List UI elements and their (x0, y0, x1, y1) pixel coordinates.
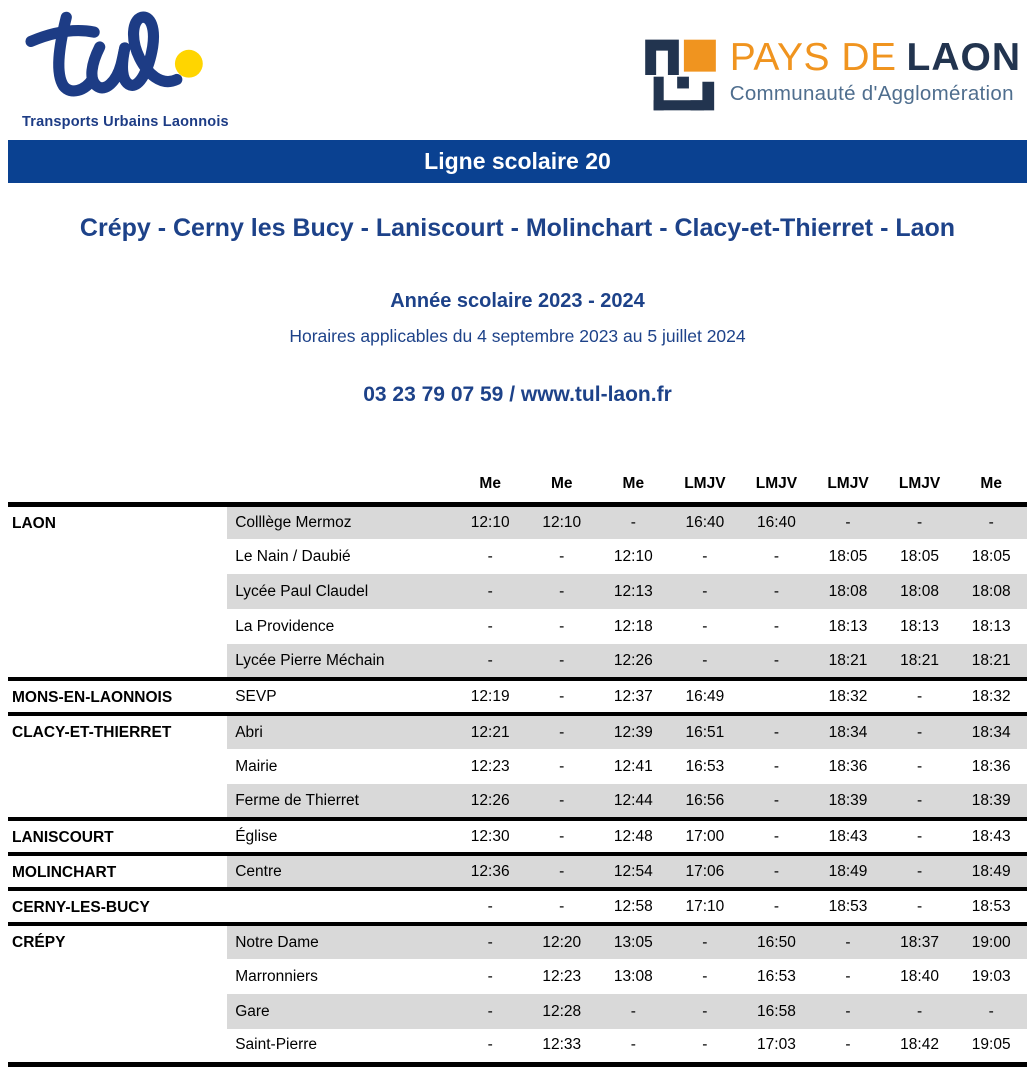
time-cell: - (598, 994, 670, 1029)
pays-name-suffix: LAON (906, 36, 1021, 79)
time-cell: 13:08 (598, 959, 670, 994)
time-cell: 18:13 (955, 609, 1027, 644)
time-cell: 12:26 (598, 644, 670, 679)
time-cell: 12:21 (454, 714, 526, 749)
time-cell: 16:53 (741, 959, 813, 994)
header-logos (0, 0, 1035, 136)
timetable-row (8, 924, 1027, 959)
stop-cell: La Providence (227, 609, 454, 644)
time-cell: - (741, 819, 813, 854)
time-cell: 18:43 (812, 819, 884, 854)
time-cell: - (669, 924, 741, 959)
time-cell: 12:13 (598, 574, 670, 609)
pays-de-laon-name (730, 38, 1021, 77)
time-cell: - (669, 959, 741, 994)
time-cell: - (741, 854, 813, 889)
time-cell: 18:21 (812, 644, 884, 679)
time-cell: - (454, 994, 526, 1029)
time-cell: - (741, 539, 813, 574)
time-cell: - (669, 574, 741, 609)
validity-dates: Horaires applicables du 4 septembre 2023 au 5 juillet 2024 (289, 326, 746, 346)
time-cell: 12:10 (526, 504, 598, 539)
commune-cell: LAON (8, 504, 227, 679)
time-cell: 18:42 (884, 1029, 956, 1064)
day-header: LMJV (884, 467, 956, 504)
time-cell: 19:03 (955, 959, 1027, 994)
corner-stop-cell (227, 467, 454, 504)
commune-cell: MONS-EN-LAONNOIS (8, 679, 227, 714)
time-cell: 19:00 (955, 924, 1027, 959)
time-cell: 17:06 (669, 854, 741, 889)
commune-cell: CRÉPY (8, 924, 227, 1064)
time-cell: 16:40 (669, 504, 741, 539)
time-cell: - (669, 644, 741, 679)
time-cell: 18:39 (955, 784, 1027, 819)
line-banner-title: Ligne scolaire 20 (424, 148, 611, 174)
time-cell: 12:58 (598, 889, 670, 924)
time-cell: 12:37 (598, 679, 670, 714)
time-cell: - (454, 574, 526, 609)
day-header: LMJV (812, 467, 884, 504)
time-cell: 12:10 (598, 539, 670, 574)
time-cell: 16:58 (741, 994, 813, 1029)
time-cell: 18:40 (884, 959, 956, 994)
time-cell: 18:37 (884, 924, 956, 959)
day-header: Me (526, 467, 598, 504)
tul-subtitle: Transports Urbains Laonnois (22, 114, 229, 130)
time-cell: 16:53 (669, 749, 741, 784)
time-cell: 12:23 (526, 959, 598, 994)
time-cell: - (526, 679, 598, 714)
timetable (8, 467, 1027, 1067)
time-cell: 16:51 (669, 714, 741, 749)
time-cell: - (669, 994, 741, 1029)
time-cell: - (884, 854, 956, 889)
time-cell: 18:32 (955, 679, 1027, 714)
line-banner (8, 140, 1027, 183)
time-cell: - (812, 994, 884, 1029)
time-cell: 18:05 (884, 539, 956, 574)
time-cell: - (526, 749, 598, 784)
time-cell: - (454, 539, 526, 574)
time-cell: 16:50 (741, 924, 813, 959)
stop-cell: Abri (227, 714, 454, 749)
time-cell: 16:40 (741, 504, 813, 539)
time-cell: 18:05 (812, 539, 884, 574)
time-cell: 18:36 (812, 749, 884, 784)
time-cell: - (598, 1029, 670, 1064)
time-cell: 13:05 (598, 924, 670, 959)
stop-cell: Église (227, 819, 454, 854)
stop-cell: Gare (227, 994, 454, 1029)
time-cell: - (884, 714, 956, 749)
stop-cell: Lycée Pierre Méchain (227, 644, 454, 679)
time-cell: - (598, 504, 670, 539)
time-cell: - (812, 959, 884, 994)
time-cell: 18:53 (955, 889, 1027, 924)
time-cell: 16:56 (669, 784, 741, 819)
time-cell: 12:39 (598, 714, 670, 749)
time-cell: 18:08 (884, 574, 956, 609)
route-title: Crépy - Cerny les Bucy - Laniscourt - Molinchart - Clacy-et-Thierret - Laon (79, 214, 956, 242)
pays-de-laon-wordmark (730, 38, 1021, 105)
stop-cell: Centre (227, 854, 454, 889)
time-cell: - (454, 1029, 526, 1064)
time-cell: - (812, 1029, 884, 1064)
time-cell: 18:34 (812, 714, 884, 749)
time-cell: 12:20 (526, 924, 598, 959)
time-cell: - (454, 889, 526, 924)
time-cell: - (454, 959, 526, 994)
tul-logo (14, 8, 229, 130)
time-cell: - (741, 889, 813, 924)
day-header: Me (955, 467, 1027, 504)
school-year-title: Année scolaire 2023 - 2024 (390, 290, 645, 312)
stop-cell: Mairie (227, 749, 454, 784)
day-header-row (8, 467, 1027, 504)
time-cell: 12:33 (526, 1029, 598, 1064)
pays-de-laon-icon (640, 38, 716, 112)
day-header: LMJV (669, 467, 741, 504)
corner-commune-cell (8, 467, 227, 504)
stop-cell: SEVP (227, 679, 454, 714)
day-header: LMJV (741, 467, 813, 504)
time-cell: 12:48 (598, 819, 670, 854)
time-cell: 18:34 (955, 714, 1027, 749)
stop-cell: Colllège Mermoz (227, 504, 454, 539)
time-cell: - (669, 609, 741, 644)
time-cell: - (741, 609, 813, 644)
stop-cell: Marronniers (227, 959, 454, 994)
stop-cell: Ferme de Thierret (227, 784, 454, 819)
time-cell: - (526, 539, 598, 574)
time-cell: 16:49 (669, 679, 741, 714)
time-cell: 18:13 (812, 609, 884, 644)
time-cell: - (884, 679, 956, 714)
timetable-body (8, 504, 1027, 1064)
time-cell: - (526, 609, 598, 644)
time-cell: 12:18 (598, 609, 670, 644)
time-cell: 12:28 (526, 994, 598, 1029)
time-cell: 18:53 (812, 889, 884, 924)
stop-cell: Lycée Paul Claudel (227, 574, 454, 609)
time-cell: 18:08 (812, 574, 884, 609)
commune-cell: CLACY-ET-THIERRET (8, 714, 227, 819)
time-cell: 18:21 (955, 644, 1027, 679)
time-cell (741, 679, 813, 714)
contact-line: 03 23 79 07 59 / www.tul-laon.fr (363, 383, 672, 406)
time-cell: 12:10 (454, 504, 526, 539)
pays-subtitle: Communauté d'Agglomération (729, 82, 1014, 105)
time-cell: - (526, 889, 598, 924)
time-cell: 12:41 (598, 749, 670, 784)
commune-cell: CERNY-LES-BUCY (8, 889, 227, 924)
timetable-row (8, 679, 1027, 714)
timetable-row (8, 504, 1027, 539)
time-cell: - (741, 574, 813, 609)
time-cell: 19:05 (955, 1029, 1027, 1064)
time-cell: 12:36 (454, 854, 526, 889)
time-cell: 12:23 (454, 749, 526, 784)
time-cell: - (884, 504, 956, 539)
time-cell: 18:49 (955, 854, 1027, 889)
time-cell: - (741, 714, 813, 749)
timetable-header (8, 467, 1027, 504)
time-cell: 17:10 (669, 889, 741, 924)
time-cell: 18:08 (955, 574, 1027, 609)
time-cell: 18:32 (812, 679, 884, 714)
time-cell: - (884, 819, 956, 854)
time-cell: 18:49 (812, 854, 884, 889)
time-cell: - (454, 924, 526, 959)
time-cell: 18:43 (955, 819, 1027, 854)
time-cell: - (526, 784, 598, 819)
pays-de-laon-logo (640, 38, 1021, 112)
tul-dot-icon (175, 50, 203, 78)
pays-name-prefix: PAYS DE (729, 36, 897, 79)
time-cell: - (526, 574, 598, 609)
time-cell: - (955, 994, 1027, 1029)
time-cell: - (812, 504, 884, 539)
commune-cell: LANISCOURT (8, 819, 227, 854)
time-cell: 18:05 (955, 539, 1027, 574)
time-cell: 12:44 (598, 784, 670, 819)
time-cell: 17:03 (741, 1029, 813, 1064)
time-cell: - (526, 644, 598, 679)
stop-cell: Notre Dame (227, 924, 454, 959)
time-cell: - (741, 644, 813, 679)
time-cell: - (741, 784, 813, 819)
time-cell: - (669, 1029, 741, 1064)
time-cell: - (526, 714, 598, 749)
time-cell: - (884, 784, 956, 819)
time-cell: - (884, 994, 956, 1029)
time-cell: - (454, 644, 526, 679)
time-cell: - (669, 539, 741, 574)
time-cell: 18:13 (884, 609, 956, 644)
time-cell: 18:36 (955, 749, 1027, 784)
time-cell: - (955, 504, 1027, 539)
time-cell: 12:26 (454, 784, 526, 819)
time-cell: - (526, 854, 598, 889)
time-cell: 12:54 (598, 854, 670, 889)
day-header: Me (598, 467, 670, 504)
day-header: Me (454, 467, 526, 504)
time-cell: - (812, 924, 884, 959)
stop-cell: Le Nain / Daubié (227, 539, 454, 574)
time-cell: - (884, 749, 956, 784)
time-cell: - (884, 889, 956, 924)
time-cell: 18:21 (884, 644, 956, 679)
time-cell: 18:39 (812, 784, 884, 819)
time-cell: 12:30 (454, 819, 526, 854)
time-cell: - (454, 609, 526, 644)
commune-cell: MOLINCHART (8, 854, 227, 889)
tul-script-icon (14, 8, 204, 112)
time-cell: 12:19 (454, 679, 526, 714)
time-cell: 17:00 (669, 819, 741, 854)
time-cell: - (526, 819, 598, 854)
time-cell: - (741, 749, 813, 784)
stop-cell: Saint-Pierre (227, 1029, 454, 1064)
timetable-row (8, 854, 1027, 889)
timetable-row (8, 889, 1027, 924)
timetable-row (8, 819, 1027, 854)
timetable-row (8, 714, 1027, 749)
stop-cell (227, 889, 454, 924)
